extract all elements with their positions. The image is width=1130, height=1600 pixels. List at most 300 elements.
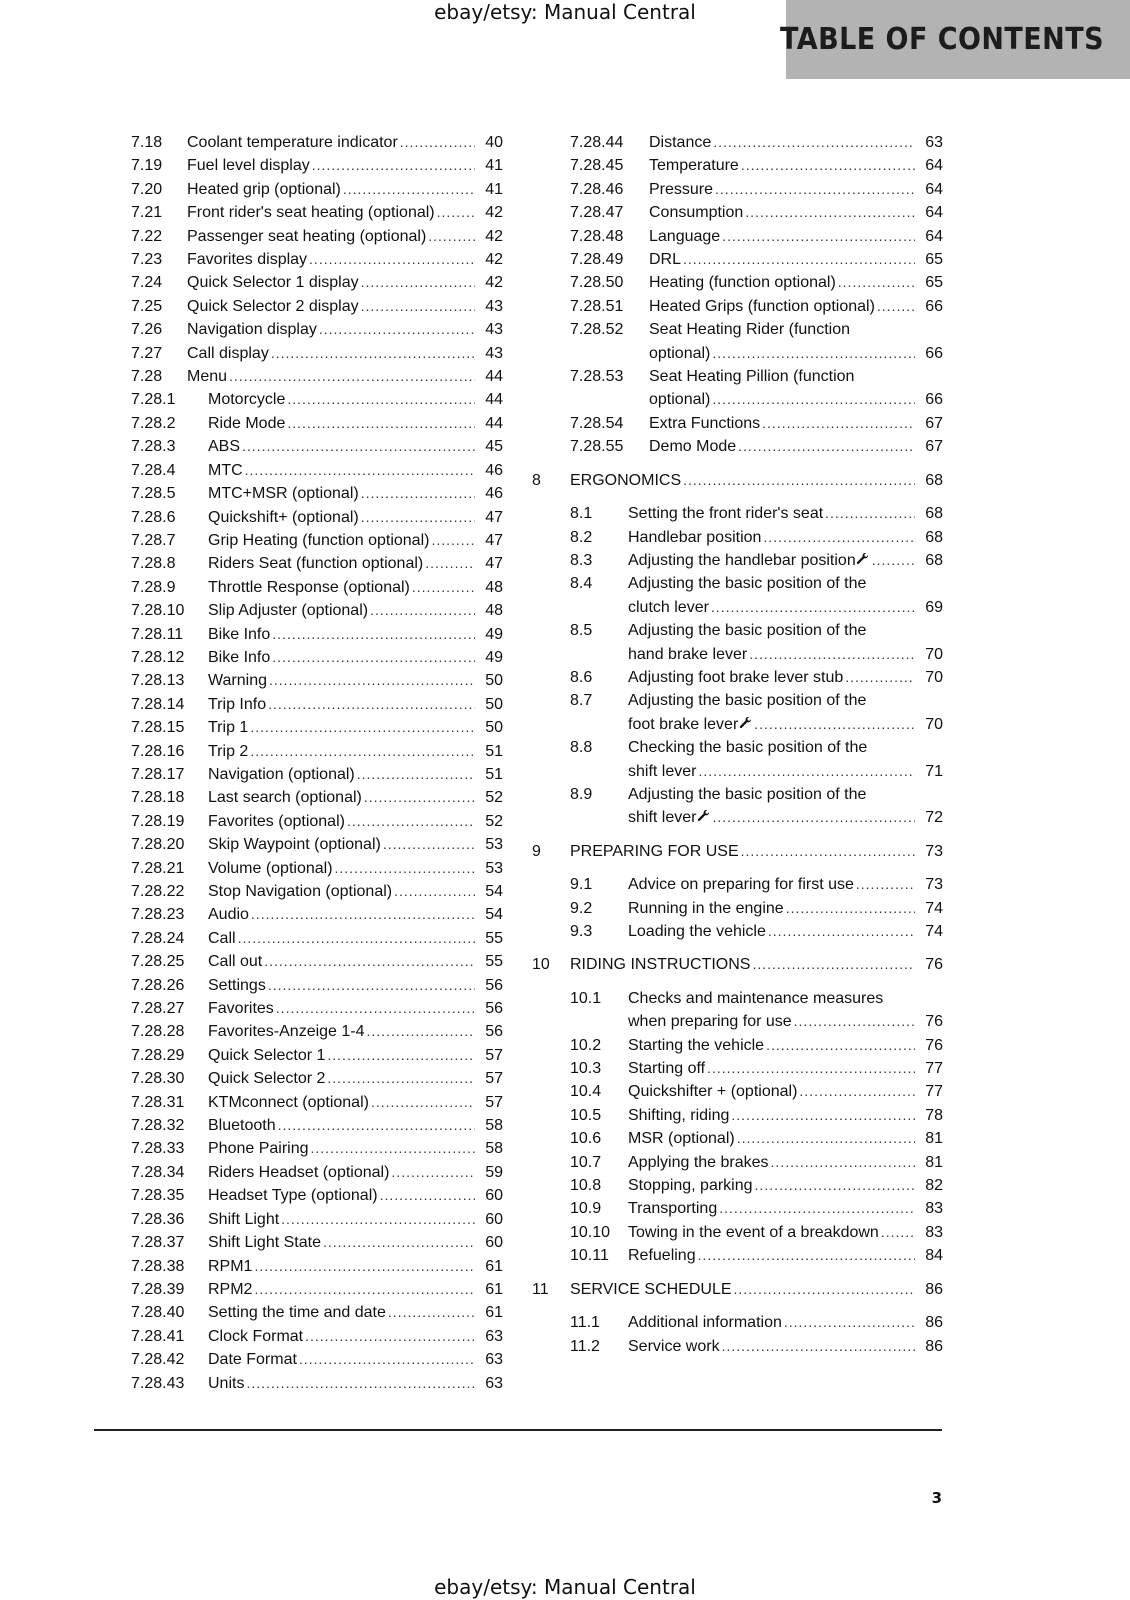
toc-entry-title: Call display: [187, 344, 269, 362]
toc-entry[interactable]: [532, 526, 943, 549]
toc-entry-page: 76: [925, 1036, 943, 1054]
toc-entry[interactable]: [131, 857, 503, 880]
toc-entry[interactable]: [532, 131, 943, 154]
toc-entry[interactable]: [131, 1044, 503, 1067]
toc-entry-page: 40: [485, 134, 503, 151]
toc-entry[interactable]: [131, 154, 503, 177]
toc-entry-title: Bluetooth: [208, 1117, 276, 1135]
toc-entry[interactable]: [532, 1197, 943, 1220]
toc-entry[interactable]: [532, 1151, 943, 1174]
toc-chapter[interactable]: [532, 840, 943, 863]
toc-entry-page: 50: [485, 672, 503, 690]
dot-leader: [771, 1151, 915, 1174]
dot-leader: [784, 1311, 915, 1334]
toc-entry[interactable]: [532, 1104, 943, 1127]
toc-entry-page: 60: [485, 1187, 503, 1205]
toc-entry-title: PREPARING FOR USE: [570, 842, 739, 860]
toc-entry-page: 66: [925, 391, 943, 409]
toc-entry-number: 10.1: [570, 989, 602, 1007]
toc-entry-title: Call: [208, 929, 236, 947]
toc-entry-title: Throttle Response (optional): [208, 578, 410, 596]
toc-entry-title: Starting off: [628, 1060, 706, 1078]
toc-entry-page: 64: [925, 227, 943, 245]
toc-entry-number: 7.28.49: [570, 251, 624, 269]
toc-entry-title: Adjusting the handlebar position: [628, 551, 856, 569]
toc-entry-number: 7.28.18: [131, 789, 185, 807]
toc-entry-title: Adjusting the basic position of the: [628, 622, 867, 640]
dot-leader: [276, 997, 475, 1020]
toc-entry-title: Setting the front rider's seat: [628, 505, 824, 523]
toc-entry[interactable]: [131, 997, 503, 1020]
toc-entry-title: Demo Mode: [649, 438, 737, 456]
toc-entry-title: MTC: [208, 461, 243, 479]
toc-entry[interactable]: [532, 412, 943, 435]
toc-entry[interactable]: [532, 248, 943, 271]
dot-leader: [412, 576, 475, 599]
toc-entry-title: Adjusting the basic position of the: [628, 692, 867, 710]
toc-entry-number: 7.28.26: [131, 976, 185, 994]
toc-entry[interactable]: [532, 295, 943, 318]
toc-entry-page: 43: [485, 344, 503, 362]
toc-entry[interactable]: [131, 435, 503, 458]
toc-entry[interactable]: [532, 873, 943, 896]
toc-entry[interactable]: [131, 693, 503, 716]
toc-entry-number: 11.1: [570, 1314, 600, 1332]
dot-leader: [278, 1114, 475, 1137]
toc-entry-title-continued: foot brake lever: [628, 715, 739, 733]
toc-entry-number: 7.28.9: [131, 578, 176, 596]
toc-entry-number: 7.26: [131, 321, 163, 339]
toc-entry-page: 68: [925, 528, 943, 546]
toc-entry-page: 52: [485, 789, 503, 807]
toc-entry-title: Setting the time and date: [208, 1304, 386, 1322]
toc-entry-title: Seat Heating Pillion (function: [649, 368, 855, 386]
toc-entry-title: Clock Format: [208, 1327, 304, 1345]
toc-entry[interactable]: [131, 1231, 503, 1254]
toc-entry[interactable]: [131, 903, 503, 926]
toc-entry[interactable]: [532, 1311, 943, 1334]
dot-leader: [299, 1348, 475, 1371]
toc-entry[interactable]: [131, 1161, 503, 1184]
toc-entry[interactable]: [131, 295, 503, 318]
toc-entry-page: 56: [485, 1023, 503, 1041]
toc-entry-title: Volume (optional): [208, 859, 333, 877]
toc-entry-number: 10.2: [570, 1036, 602, 1054]
dot-leader: [361, 295, 475, 318]
toc-entry-title: Front rider's seat heating (optional): [187, 204, 435, 222]
toc-entry-page: 76: [925, 1013, 943, 1031]
toc-entry-title: Ride Mode: [208, 414, 286, 432]
dot-leader: [287, 412, 475, 435]
toc-entry[interactable]: [131, 1301, 503, 1324]
toc-entry[interactable]: [131, 529, 503, 552]
dot-leader: [268, 974, 475, 997]
dot-leader: [707, 1057, 915, 1080]
toc-entry-page: 47: [485, 531, 503, 549]
toc-entry-number: 7.28.52: [570, 321, 624, 339]
toc-entry[interactable]: [532, 987, 943, 1034]
dot-leader: [719, 1197, 915, 1220]
toc-entry-page: 86: [925, 1314, 943, 1332]
toc-entry-page: 60: [485, 1234, 503, 1252]
toc-entry[interactable]: [131, 1184, 503, 1207]
toc-entry-title: Distance: [649, 134, 712, 151]
dot-leader: [343, 178, 475, 201]
dot-leader: [712, 806, 915, 829]
toc-entry[interactable]: [131, 623, 503, 646]
dot-leader: [799, 1080, 915, 1103]
toc-entry-title: Audio: [208, 906, 249, 924]
dot-leader: [380, 1184, 475, 1207]
toc-entry[interactable]: [131, 1372, 503, 1395]
dot-leader: [319, 318, 475, 341]
toc-entry-page: 61: [485, 1304, 503, 1322]
toc-entry-number: 7.28.3: [131, 438, 176, 456]
dot-leader: [825, 502, 915, 525]
dot-leader: [752, 953, 915, 976]
toc-entry[interactable]: [131, 1137, 503, 1160]
toc-entry-number: 7.28: [131, 368, 163, 386]
toc-entry[interactable]: [131, 1114, 503, 1137]
toc-entry-page: 84: [925, 1247, 943, 1265]
toc-entry[interactable]: [532, 365, 943, 412]
dot-leader: [428, 225, 475, 248]
toc-entry-page: 53: [485, 859, 503, 877]
toc-entry-title: Seat Heating Rider (function: [649, 321, 850, 339]
toc-entry-title: RPM2: [208, 1280, 253, 1298]
toc-entry-number: 7.28.13: [131, 672, 185, 690]
wrench-icon: [856, 549, 870, 572]
dot-leader: [794, 1010, 915, 1033]
toc-entry-number: 7.28.55: [570, 438, 624, 456]
dot-leader: [881, 1221, 915, 1244]
toc-entry-title: Checking the basic position of the: [628, 739, 868, 757]
dot-leader: [425, 552, 475, 575]
toc-entry-page: 54: [485, 883, 503, 900]
toc-entry-number: 7.28.51: [570, 297, 624, 315]
dot-leader: [312, 154, 475, 177]
toc-entry-title: Navigation display: [187, 321, 317, 339]
toc-entry[interactable]: [131, 342, 503, 365]
toc-entry[interactable]: [131, 646, 503, 669]
dot-leader: [431, 529, 475, 552]
toc-entry[interactable]: [131, 974, 503, 997]
toc-entry-number: 10.5: [570, 1106, 602, 1124]
toc-entry[interactable]: [532, 1127, 943, 1150]
toc-entry[interactable]: [131, 482, 503, 505]
toc-entry-page: 43: [485, 321, 503, 339]
dot-leader: [311, 1137, 475, 1160]
toc-entry[interactable]: [532, 783, 943, 830]
toc-entry-page: 66: [925, 344, 943, 362]
toc-entry[interactable]: [131, 1091, 503, 1114]
toc-entry-page: 77: [925, 1060, 943, 1078]
toc-entry-number: 7.28.7: [131, 531, 176, 549]
toc-entry-number: 7.28.36: [131, 1210, 185, 1228]
toc-entry-page: 66: [925, 297, 943, 315]
toc-entry[interactable]: [131, 1208, 503, 1231]
toc-entry-page: 76: [925, 956, 943, 974]
toc-chapter[interactable]: [532, 953, 943, 976]
toc-entry-title: Favorites-Anzeige 1-4: [208, 1023, 365, 1041]
dot-leader: [845, 666, 915, 689]
toc-entry-number: 10.8: [570, 1177, 602, 1195]
toc-entry-title: Favorites (optional): [208, 812, 345, 830]
wrench-icon: [738, 713, 752, 736]
toc-entry[interactable]: [532, 225, 943, 248]
toc-entry-number: 7.25: [131, 297, 163, 315]
toc-entry-number: 7.28.31: [131, 1093, 185, 1111]
toc-entry-number: 7.28.33: [131, 1140, 185, 1158]
dot-leader: [357, 763, 475, 786]
toc-entry-title: Quickshifter + (optional): [628, 1083, 798, 1101]
toc-entry-number: 9.1: [570, 876, 593, 894]
toc-entry-page: 63: [485, 1351, 503, 1369]
toc-entry[interactable]: [532, 897, 943, 920]
watermark-top: ebay/etsy: Manual Central: [434, 0, 696, 24]
toc-entry-number: 8.1: [570, 505, 593, 523]
toc-entry-number: 7.28.37: [131, 1234, 185, 1252]
toc-entry-number: 7.28.41: [131, 1327, 185, 1345]
dot-leader: [737, 1127, 915, 1150]
toc-entry[interactable]: [532, 1221, 943, 1244]
toc-entry-number: 7.28.42: [131, 1351, 185, 1369]
toc-entry-number: 10.7: [570, 1153, 602, 1171]
toc-entry[interactable]: [131, 131, 503, 154]
toc-entry[interactable]: [131, 459, 503, 482]
toc-entry-page: 67: [925, 438, 943, 456]
toc-entry[interactable]: [532, 318, 943, 365]
toc-entry[interactable]: [131, 740, 503, 763]
toc-entry-title: RPM1: [208, 1257, 253, 1275]
toc-entry[interactable]: [131, 599, 503, 622]
toc-entry[interactable]: [131, 669, 503, 692]
toc-entry-page: 64: [925, 157, 943, 175]
toc-entry-number: 8.3: [570, 551, 593, 569]
dot-leader: [391, 1161, 475, 1184]
page-title: TABLE OF CONTENTS: [780, 22, 1104, 57]
toc-entry-page: 78: [925, 1106, 943, 1124]
dot-leader: [762, 412, 915, 435]
toc-entry[interactable]: [131, 1067, 503, 1090]
toc-entry-title: Quick Selector 2 display: [187, 297, 359, 315]
toc-entry[interactable]: [131, 927, 503, 950]
toc-entry-number: 11.2: [570, 1337, 600, 1355]
toc-entry[interactable]: [532, 435, 943, 458]
toc-entry-title: Extra Functions: [649, 414, 761, 432]
toc-entry[interactable]: [131, 412, 503, 435]
dot-leader: [250, 716, 475, 739]
toc-entry-title: Adjusting foot brake lever stub: [628, 668, 844, 686]
toc-entry-number: 7.28.28: [131, 1023, 185, 1041]
toc-entry-page: 53: [485, 836, 503, 854]
dot-leader: [754, 713, 915, 736]
toc-entry-title-continued: shift lever: [628, 762, 697, 780]
toc-entry-page: 68: [925, 471, 943, 489]
toc-entry-title: SERVICE SCHEDULE: [570, 1280, 732, 1298]
toc-entry-page: 73: [925, 876, 943, 894]
toc-entry-number: 7.28.24: [131, 929, 185, 947]
toc-entry-number: 7.28.25: [131, 953, 185, 971]
toc-entry-title: Checks and maintenance measures: [628, 989, 884, 1007]
toc-entry[interactable]: [131, 1348, 503, 1371]
toc-entry[interactable]: [532, 736, 943, 783]
toc-entry-title: MSR (optional): [628, 1130, 735, 1148]
toc-entry-page: 74: [925, 899, 943, 917]
dot-leader: [269, 669, 475, 692]
toc-entry[interactable]: [131, 833, 503, 856]
toc-entry-title: Consumption: [649, 204, 744, 222]
toc-entry[interactable]: [131, 388, 503, 411]
toc-entry-page: 77: [925, 1083, 943, 1101]
toc-entry[interactable]: [131, 1325, 503, 1348]
toc-entry-title: Headset Type (optional): [208, 1187, 378, 1205]
toc-entry-page: 45: [485, 438, 503, 456]
toc-entry[interactable]: [532, 1080, 943, 1103]
toc-entry[interactable]: [131, 763, 503, 786]
toc-entry[interactable]: [131, 880, 503, 903]
dot-leader: [264, 950, 475, 973]
toc-entry-page: 56: [485, 976, 503, 994]
toc-entry[interactable]: [131, 318, 503, 341]
toc-entry[interactable]: [131, 810, 503, 833]
toc-entry-number: 10.6: [570, 1130, 602, 1148]
toc-entry[interactable]: [131, 225, 503, 248]
toc-entry-number: 7.28.46: [570, 180, 624, 198]
toc-entry-page: 74: [925, 923, 943, 940]
toc-entry-page: 83: [925, 1223, 943, 1241]
toc-entry-title: Riders Headset (optional): [208, 1163, 390, 1181]
toc-entry-page: 63: [925, 134, 943, 151]
toc-entry-number: 8.5: [570, 622, 593, 640]
toc-entry-title: Pressure: [649, 180, 714, 198]
toc-entry-title: Stop Navigation (optional): [208, 883, 393, 900]
toc-entry[interactable]: [131, 950, 503, 973]
toc-entry-number: 7.28.44: [570, 134, 624, 151]
toc-chapter[interactable]: [532, 469, 943, 492]
toc-entry[interactable]: [532, 666, 943, 689]
toc-entry-title: Fuel level display: [187, 157, 310, 175]
toc-entry[interactable]: [532, 572, 943, 619]
toc-entry-title: Trip Info: [208, 695, 267, 713]
toc-entry[interactable]: [131, 1278, 503, 1301]
toc-entry[interactable]: [131, 716, 503, 739]
toc-entry[interactable]: [131, 786, 503, 809]
toc-entry-number: 7.28.22: [131, 883, 185, 900]
toc-entry-page: 63: [485, 1374, 503, 1392]
toc-entry-title-continued: optional): [649, 391, 711, 409]
toc-entry[interactable]: [131, 506, 503, 529]
dot-leader: [715, 178, 915, 201]
toc-entry[interactable]: [131, 201, 503, 224]
toc-entry[interactable]: [532, 549, 943, 572]
toc-entry[interactable]: [532, 271, 943, 294]
toc-entry[interactable]: [131, 552, 503, 575]
toc-entry[interactable]: [532, 1057, 943, 1080]
toc-entry-title: Handlebar position: [628, 528, 762, 546]
toc-entry-title: MTC+MSR (optional): [208, 485, 359, 503]
toc-entry[interactable]: [532, 154, 943, 177]
toc-entry[interactable]: [532, 178, 943, 201]
dot-leader: [394, 880, 475, 903]
toc-entry-number: 7.28.29: [131, 1046, 185, 1064]
toc-entry-title: KTMconnect (optional): [208, 1093, 369, 1111]
toc-entry-number: 7.28.53: [570, 368, 624, 386]
toc-entry-number: 10.4: [570, 1083, 602, 1101]
dot-leader: [370, 599, 475, 622]
toc-chapter[interactable]: [532, 1278, 943, 1301]
toc-right-column: [532, 131, 943, 1358]
toc-entry[interactable]: [532, 689, 943, 736]
toc-entry-page: 72: [925, 809, 943, 827]
toc-entry[interactable]: [532, 502, 943, 525]
dot-leader: [838, 271, 915, 294]
toc-entry[interactable]: [532, 619, 943, 666]
toc-entry-number: 7.28.43: [131, 1374, 185, 1392]
dot-leader: [388, 1301, 475, 1324]
toc-entry-number: 7.28.35: [131, 1187, 185, 1205]
toc-entry-number: 7.21: [131, 204, 163, 222]
toc-entry[interactable]: [131, 271, 503, 294]
toc-entry-title: Loading the vehicle: [628, 923, 766, 940]
toc-entry-title: ERGONOMICS: [570, 471, 682, 489]
dot-leader: [731, 1104, 915, 1127]
toc-entry[interactable]: [532, 201, 943, 224]
toc-entry-number: 7.28.4: [131, 461, 176, 479]
toc-entry[interactable]: [131, 178, 503, 201]
dot-leader: [698, 1244, 915, 1267]
toc-entry[interactable]: [532, 920, 943, 943]
toc-entry[interactable]: [532, 1335, 943, 1358]
toc-entry[interactable]: [131, 1020, 503, 1043]
toc-entry-title: Coolant temperature indicator: [187, 134, 398, 151]
dot-leader: [371, 1091, 475, 1114]
toc-entry[interactable]: [131, 1255, 503, 1278]
dot-leader: [711, 596, 915, 619]
toc-entry-number: 9: [532, 842, 541, 860]
toc-entry-number: 9.3: [570, 923, 593, 940]
toc-entry-number: 7.28.5: [131, 485, 176, 503]
toc-entry-title: Trip 1: [208, 719, 249, 737]
dot-leader: [254, 1255, 475, 1278]
toc-entry-number: 7.28.23: [131, 906, 185, 924]
toc-entry-number: 7.28.50: [570, 274, 624, 292]
dot-leader: [323, 1231, 475, 1254]
toc-entry-page: 61: [485, 1280, 503, 1298]
toc-entry-page: 65: [925, 251, 943, 269]
toc-entry-title: Riders Seat (function optional): [208, 555, 424, 573]
dot-leader: [251, 903, 475, 926]
toc-entry-page: 68: [925, 505, 943, 523]
toc-entry-title: Shift Light: [208, 1210, 280, 1228]
toc-entry-page: 42: [485, 204, 503, 222]
toc-entry-page: 86: [925, 1337, 943, 1355]
toc-entry[interactable]: [532, 1174, 943, 1197]
toc-entry-title: Refueling: [628, 1247, 696, 1265]
toc-entry-title: Grip Heating (function optional): [208, 531, 430, 549]
toc-entry-number: 8.8: [570, 739, 593, 757]
toc-entry[interactable]: [131, 365, 503, 388]
toc-entry[interactable]: [131, 248, 503, 271]
dot-leader: [238, 927, 475, 950]
dot-leader: [268, 693, 475, 716]
toc-entry-page: 67: [925, 414, 943, 432]
toc-entry-title: Additional information: [628, 1314, 782, 1332]
toc-entry[interactable]: [131, 576, 503, 599]
toc-entry[interactable]: [532, 1244, 943, 1267]
toc-entry[interactable]: [532, 1034, 943, 1057]
toc-entry-page: 50: [485, 719, 503, 737]
